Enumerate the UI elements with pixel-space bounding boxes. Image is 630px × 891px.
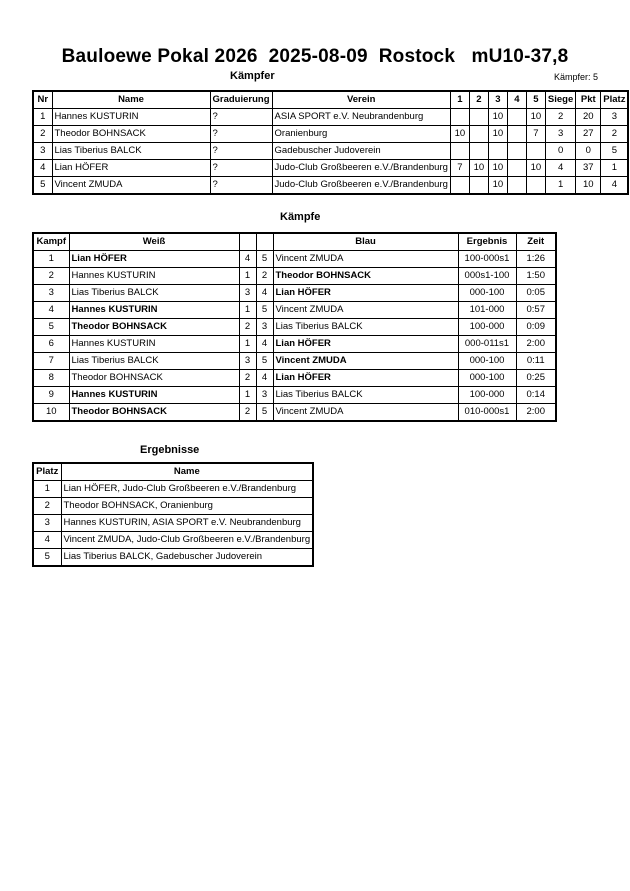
fighter-place: 4 (601, 177, 629, 195)
fighter-row (33, 160, 628, 177)
fighter-wins: 2 (545, 109, 575, 126)
fighter-score-2 (469, 109, 488, 126)
fight-blue-name: Lian HÖFER (273, 370, 458, 387)
fight-row (33, 285, 556, 302)
fighter-score-4 (507, 126, 526, 143)
fight-blue-name: Vincent ZMUDA (273, 404, 458, 422)
fighter-points: 0 (576, 143, 601, 160)
result-name: Vincent ZMUDA, Judo-Club Großbeeren e.V./Brandenburg (61, 532, 313, 549)
fight-white-nr: 4 (239, 251, 256, 268)
fighter-score-2 (469, 177, 488, 195)
fighter-points: 37 (576, 160, 601, 177)
fight-blue-nr: 5 (256, 404, 273, 422)
fight-number: 4 (33, 302, 69, 319)
fighter-score-1 (450, 177, 469, 195)
fight-white-name: Hannes KUSTURIN (69, 336, 239, 353)
fight-number: 5 (33, 319, 69, 336)
results-header-row (33, 463, 313, 481)
fight-number: 1 (33, 251, 69, 268)
fighter-club: Oranienburg (272, 126, 450, 143)
fighter-wins: 4 (545, 160, 575, 177)
fighter-score-2: 10 (469, 160, 488, 177)
fighter-score-4 (507, 109, 526, 126)
fighter-nr: 4 (33, 160, 52, 177)
fight-blue-nr: 5 (256, 302, 273, 319)
fighter-club: ASIA SPORT e.V. Neubrandenburg (272, 109, 450, 126)
fight-white-name: Lian HÖFER (69, 251, 239, 268)
col-1: 1 (450, 91, 469, 109)
fighter-points: 20 (576, 109, 601, 126)
fighter-place: 1 (601, 160, 629, 177)
fighter-row (33, 109, 628, 126)
result-place: 1 (33, 481, 61, 498)
fight-row (33, 353, 556, 370)
fighter-score-1: 7 (450, 160, 469, 177)
fight-white-nr: 1 (239, 387, 256, 404)
fight-time: 0:57 (516, 302, 556, 319)
fight-white-name: Theodor BOHNSACK (69, 404, 239, 422)
fight-result: 100-000 (458, 387, 516, 404)
fight-blue-nr: 5 (256, 251, 273, 268)
fight-white-nr: 2 (239, 370, 256, 387)
col-result-name: Name (61, 463, 313, 481)
fight-time: 0:25 (516, 370, 556, 387)
result-row (33, 549, 313, 567)
fight-blue-nr: 3 (256, 387, 273, 404)
fighter-club: Judo-Club Großbeeren e.V./Brandenburg (272, 177, 450, 195)
fight-result: 100-000 (458, 319, 516, 336)
fight-row (33, 319, 556, 336)
page-title: Bauloewe Pokal 2026 2025-08-09 Rostock mU10-37,8 (61, 46, 569, 67)
fighter-score-5 (526, 143, 545, 160)
fighter-nr: 5 (33, 177, 52, 195)
fight-time: 1:26 (516, 251, 556, 268)
fight-white-name: Hannes KUSTURIN (69, 387, 239, 404)
fight-result: 000-011s1 (458, 336, 516, 353)
fight-blue-name: Lias Tiberius BALCK (273, 387, 458, 404)
fighter-score-5: 10 (526, 109, 545, 126)
col-graduierung: Graduierung (210, 91, 272, 109)
fight-row (33, 370, 556, 387)
col-blau: Blau (273, 233, 458, 251)
fighters-heading: Kämpfer (230, 70, 275, 82)
fight-blue-name: Lian HÖFER (273, 336, 458, 353)
fight-number: 6 (33, 336, 69, 353)
fight-row (33, 336, 556, 353)
fight-result: 000-100 (458, 370, 516, 387)
col-nr: Nr (33, 91, 52, 109)
fight-time: 1:50 (516, 268, 556, 285)
fight-blue-nr: 4 (256, 336, 273, 353)
fighter-wins: 0 (545, 143, 575, 160)
fighter-points: 10 (576, 177, 601, 195)
fight-row (33, 404, 556, 422)
fight-row (33, 268, 556, 285)
col-2: 2 (469, 91, 488, 109)
result-place: 2 (33, 498, 61, 515)
fighter-graduierung: ? (210, 143, 272, 160)
col-verein: Verein (272, 91, 450, 109)
fight-blue-nr: 4 (256, 370, 273, 387)
fight-result: 101-000 (458, 302, 516, 319)
result-place: 4 (33, 532, 61, 549)
results-table (32, 462, 314, 567)
col-pkt: Pkt (576, 91, 601, 109)
col-result-platz: Platz (33, 463, 61, 481)
col-5: 5 (526, 91, 545, 109)
fighter-row (33, 177, 628, 195)
fight-blue-nr: 3 (256, 319, 273, 336)
fight-white-nr: 3 (239, 285, 256, 302)
fighter-name: Vincent ZMUDA (52, 177, 210, 195)
fighter-points: 27 (576, 126, 601, 143)
fighter-place: 3 (601, 109, 629, 126)
result-name: Lias Tiberius BALCK, Gadebuscher Judoverein (61, 549, 313, 567)
fighter-score-4 (507, 177, 526, 195)
fighter-score-3: 10 (488, 160, 507, 177)
fight-white-name: Lias Tiberius BALCK (69, 285, 239, 302)
result-name: Lian HÖFER, Judo-Club Großbeeren e.V./Brandenburg (61, 481, 313, 498)
fight-white-nr: 2 (239, 404, 256, 422)
result-row (33, 515, 313, 532)
fight-white-nr: 1 (239, 336, 256, 353)
fighter-name: Hannes KUSTURIN (52, 109, 210, 126)
fight-time: 2:00 (516, 404, 556, 422)
fight-blue-nr: 5 (256, 353, 273, 370)
col-zeit: Zeit (516, 233, 556, 251)
fighter-graduierung: ? (210, 126, 272, 143)
fighter-nr: 3 (33, 143, 52, 160)
fight-blue-name: Theodor BOHNSACK (273, 268, 458, 285)
fight-time: 0:09 (516, 319, 556, 336)
col-4: 4 (507, 91, 526, 109)
col-platz: Platz (601, 91, 629, 109)
result-name: Hannes KUSTURIN, ASIA SPORT e.V. Neubrandenburg (61, 515, 313, 532)
fight-number: 2 (33, 268, 69, 285)
fight-result: 000-100 (458, 353, 516, 370)
fighter-score-4 (507, 143, 526, 160)
fighter-graduierung: ? (210, 160, 272, 177)
fighter-name: Lian HÖFER (52, 160, 210, 177)
fight-white-nr: 1 (239, 268, 256, 285)
fight-blue-name: Lias Tiberius BALCK (273, 319, 458, 336)
fight-blue-name: Lian HÖFER (273, 285, 458, 302)
fight-white-nr: 1 (239, 302, 256, 319)
fight-result: 100-000s1 (458, 251, 516, 268)
fighter-score-1 (450, 143, 469, 160)
col-blue-nr (256, 233, 273, 251)
fighter-nr: 1 (33, 109, 52, 126)
fighter-score-4 (507, 160, 526, 177)
fighters-table (32, 90, 629, 195)
result-place: 5 (33, 549, 61, 567)
fight-result: 000-100 (458, 285, 516, 302)
fighter-name: Theodor BOHNSACK (52, 126, 210, 143)
col-kampf: Kampf (33, 233, 69, 251)
fighter-score-3: 10 (488, 109, 507, 126)
fighter-row (33, 143, 628, 160)
fighter-name: Lias Tiberius BALCK (52, 143, 210, 160)
fighter-score-5: 10 (526, 160, 545, 177)
fighter-place: 5 (601, 143, 629, 160)
fight-white-name: Hannes KUSTURIN (69, 268, 239, 285)
fighter-score-5 (526, 177, 545, 195)
fighter-graduierung: ? (210, 177, 272, 195)
result-row (33, 498, 313, 515)
fight-white-name: Hannes KUSTURIN (69, 302, 239, 319)
fight-white-nr: 2 (239, 319, 256, 336)
fight-number: 10 (33, 404, 69, 422)
fight-white-name: Theodor BOHNSACK (69, 319, 239, 336)
fighter-place: 2 (601, 126, 629, 143)
fighter-club: Gadebuscher Judoverein (272, 143, 450, 160)
fight-row (33, 387, 556, 404)
fighters-header-row (33, 91, 628, 109)
result-name: Theodor BOHNSACK, Oranienburg (61, 498, 313, 515)
fighter-wins: 3 (545, 126, 575, 143)
col-3: 3 (488, 91, 507, 109)
fight-number: 7 (33, 353, 69, 370)
result-place: 3 (33, 515, 61, 532)
fight-result: 000s1-100 (458, 268, 516, 285)
col-white-nr (239, 233, 256, 251)
fighters-count: Kämpfer: 5 (553, 72, 598, 82)
fights-table (32, 232, 557, 422)
fight-blue-nr: 4 (256, 285, 273, 302)
result-row (33, 481, 313, 498)
fight-blue-name: Vincent ZMUDA (273, 251, 458, 268)
fighter-score-1: 10 (450, 126, 469, 143)
fighter-nr: 2 (33, 126, 52, 143)
fight-blue-name: Vincent ZMUDA (273, 302, 458, 319)
col-weiss: Weiß (69, 233, 239, 251)
col-ergebnis: Ergebnis (458, 233, 516, 251)
fighter-club: Judo-Club Großbeeren e.V./Brandenburg (272, 160, 450, 177)
fighter-wins: 1 (545, 177, 575, 195)
fights-heading: Kämpfe (280, 211, 321, 223)
fighter-score-3: 10 (488, 177, 507, 195)
fight-number: 3 (33, 285, 69, 302)
fight-white-name: Lias Tiberius BALCK (69, 353, 239, 370)
fight-blue-name: Vincent ZMUDA (273, 353, 458, 370)
fight-result: 010-000s1 (458, 404, 516, 422)
fight-time: 0:14 (516, 387, 556, 404)
fighter-score-5: 7 (526, 126, 545, 143)
fight-white-name: Theodor BOHNSACK (69, 370, 239, 387)
fights-header-row (33, 233, 556, 251)
fight-time: 0:05 (516, 285, 556, 302)
fight-row (33, 302, 556, 319)
col-name: Name (52, 91, 210, 109)
fighter-score-3: 10 (488, 126, 507, 143)
col-siege: Siege (545, 91, 575, 109)
fighter-score-3 (488, 143, 507, 160)
fight-white-nr: 3 (239, 353, 256, 370)
fight-time: 0:11 (516, 353, 556, 370)
results-heading: Ergebnisse (140, 444, 200, 456)
fighter-score-2 (469, 143, 488, 160)
fighter-score-1 (450, 109, 469, 126)
fight-number: 8 (33, 370, 69, 387)
result-row (33, 532, 313, 549)
fight-blue-nr: 2 (256, 268, 273, 285)
fight-row (33, 251, 556, 268)
fighter-score-2 (469, 126, 488, 143)
fight-number: 9 (33, 387, 69, 404)
fighter-graduierung: ? (210, 109, 272, 126)
fight-time: 2:00 (516, 336, 556, 353)
fighter-row (33, 126, 628, 143)
